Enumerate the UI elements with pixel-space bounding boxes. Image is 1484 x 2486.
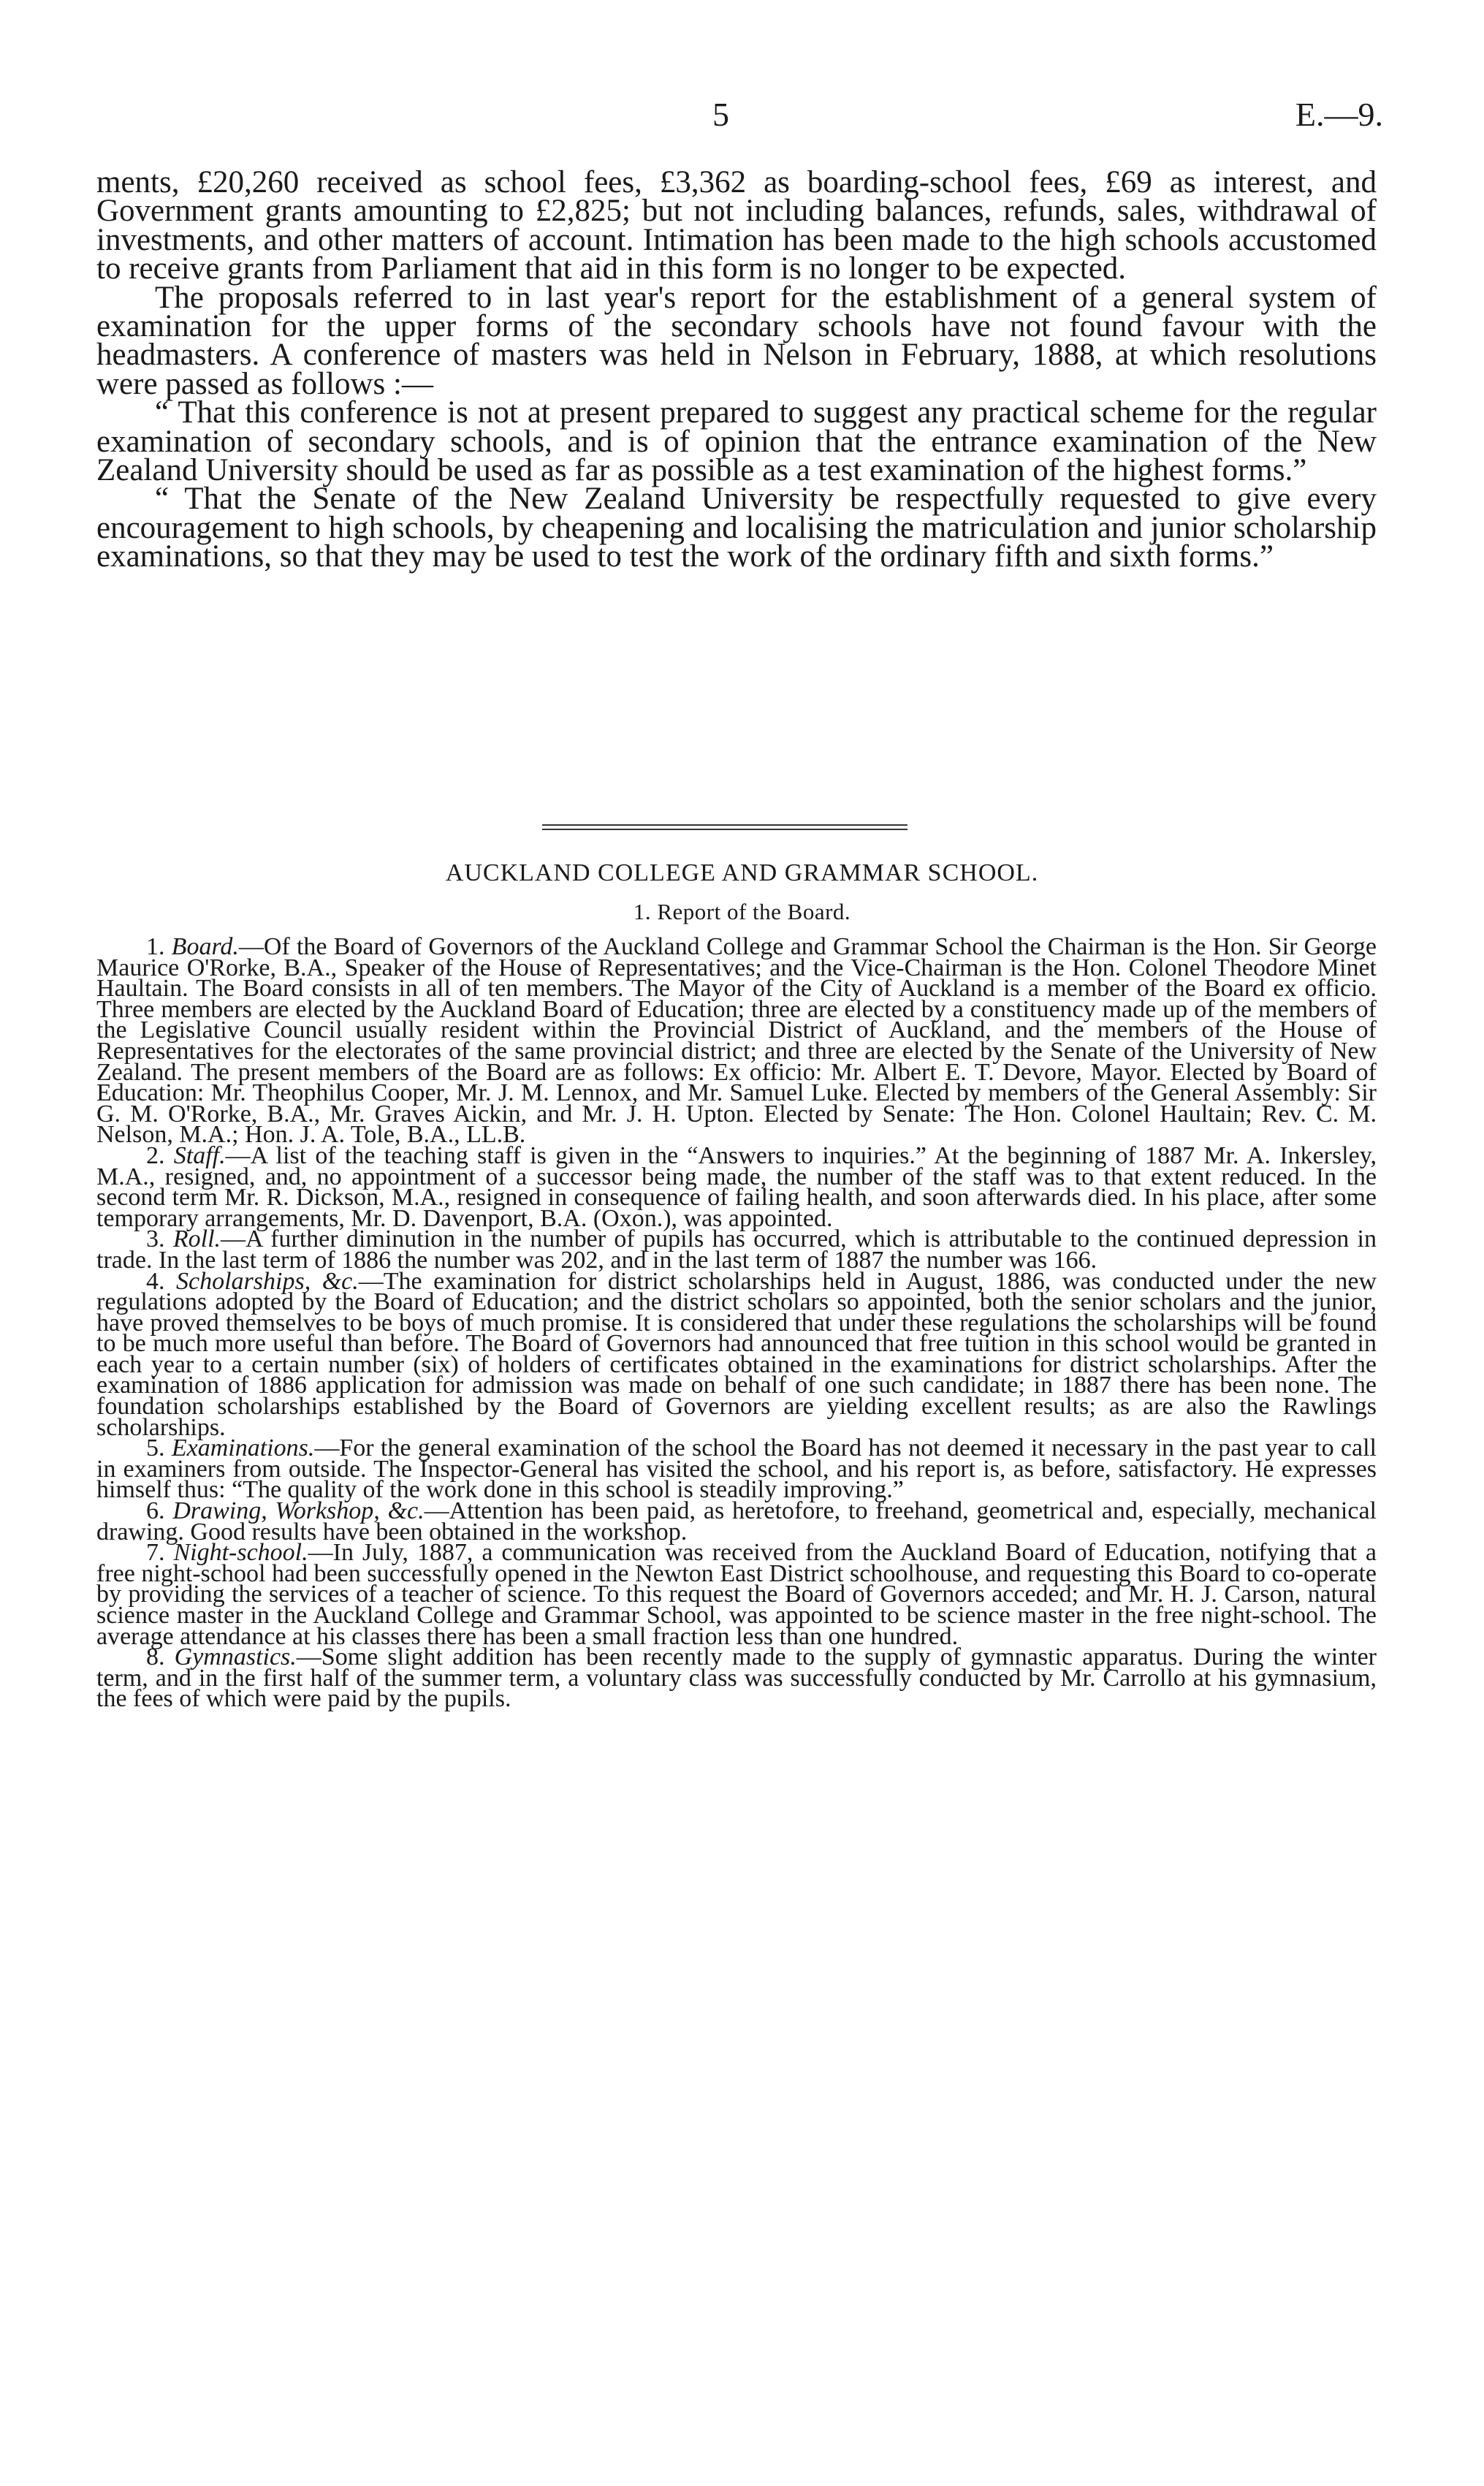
resolution-quote: “ That the Senate of the New Zealand University be respectfully requested to give every encouragement to high schools, by cheapening and localising the matriculation and junior scholarship examinations, so that they may be used to test the work of the ordinary fifth and sixth forms.” <box>96 482 1377 574</box>
item-text: —A further diminution in the number of pupils has occurred, which is attributable to the continued depression in trade. In the last term of 1886 the number was 202, and in the last term of 1887 the number was 166. <box>96 1225 1377 1274</box>
item-text: —A list of the teaching staff is given in the “Answers to inquiries.” At the beginning of 1887 Mr. A. Inkersley, M.A., resigned, and, no appointment of a successor being made, the number of the staff was to that extent reduced. In the second term Mr. R. Dickson, M.A., resigned in consequence of failing health, and soon afterwards died. In his place, after some temporary arrangements, Mr. D. Davenport, B.A. (Oxon.), was appointed. <box>96 1141 1377 1232</box>
intro-text <box>96 165 1377 574</box>
item-text: —Some slight addition has been recently made to the supply of gymnastic apparatus. During the winter term, and in the first half of the summer term, a voluntary class was successfully conducted by Mr. Carrollo at his gymnasium, the fees of which were paid by the pupils. <box>96 1643 1377 1713</box>
report-item <box>96 1267 1377 1441</box>
item-text: —Attention has been paid, as heretofore, to freehand, geometrical and, especially, mechanical drawing. Good results have been obtained in the workshop. <box>96 1497 1377 1546</box>
report-item <box>96 1434 1377 1504</box>
intro-paragraph: ments, £20,260 received as school fees, £3,362 as boarding-school fees, £69 as interest, and Government grants amounting to £2,825; but not including balances, refunds, sales, withdrawal of investments, and other matters of account. Intimation has been made to the high schools accustomed to receive grants from Parliament that aid in this form is no longer to be expected. <box>96 165 1377 286</box>
item-text: —Of the Board of Governors of the Auckland College and Grammar School the Chairman is the Hon. Sir George Maurice O'Rorke, B.A., Speaker of the House of Representatives; and the Vice-Chairman is the Hon. Colonel Theodore Minet Haultain. The Board consists in all of ten members. The Mayor of the City of Auckland is a member of the Board ex officio. Three members are elected by the Auckland Board of Education; three are elected by a constituency made up of the members of the Legislative Council usually resident within the Provincial District of Auckland, and the members of the House of Representatives for the electorates of the same provincial district; and three are elected by the Senate of the University of New Zealand. The present members of the Board are as follows: Ex officio: Mr. Albert E. T. Devore, Mayor. Elected by Board of Education: Mr. Theophilus Cooper, Mr. J. M. Lennox, and Mr. Samuel Luke. Elected by members of the General Assembly: Sir G. M. O'Rorke, B.A., Mr. Graves Aickin, and Mr. J. H. Upton. Elected by Senate: The Hon. Colonel Haultain; Rev. C. M. Nelson, M.A.; Hon. J. A. Tole, B.A., LL.B. <box>96 933 1377 1149</box>
item-heading: Drawing, Workshop, &c. <box>172 1497 425 1525</box>
board-report <box>96 933 1377 1713</box>
report-item <box>96 1225 1377 1274</box>
section-divider <box>542 829 907 830</box>
report-item <box>96 1539 1377 1650</box>
resolution-quote: “ That this conference is not at present prepared to suggest any practical scheme for the regular examination of secondary schools, and is of opinion that the entrance examination of the New Zealand University should be used as far as possible as a test examination of the highest forms.” <box>96 395 1377 488</box>
item-number: 7. <box>146 1539 165 1567</box>
item-heading: Night-school. <box>173 1539 308 1567</box>
item-number: 2. <box>146 1141 165 1169</box>
section-title: AUCKLAND COLLEGE AND GRAMMAR SCHOOL. <box>445 859 1039 886</box>
item-heading: Staff. <box>173 1141 226 1169</box>
item-number: 1. <box>146 933 165 960</box>
page-header <box>0 95 1484 146</box>
report-item <box>96 933 1377 1149</box>
item-text: —The examination for district scholarships held in August, 1886, was conducted under the new regulations adopted by the Board of Education; and the district scholars so appointed, both the senior scholars and the junior, have proved themselves to be boys of much promise. It is considered that under these regulations the scholarships will be found to be much more useful than before. The Board of Governors had announced that free tuition in this school would be granted in each year to a certain number (six) of holders of certificates obtained in the examinations for district scholarships. After the examination of 1886 application for admission was made on behalf of one such candidate; in 1887 there has been none. The foundation scholarships established by the Board of Governors are yielding excellent results; as are also the Rawlings scholarships. <box>96 1267 1377 1441</box>
intro-paragraph: The proposals referred to in last year's report for the establishment of a general system of examination for the upper forms of the secondary schools have not found favour with the headmasters. A conference of masters was held in Nelson in February, 1888, at which resolutions were passed as follows :— <box>96 280 1377 401</box>
item-text: —For the general examination of the school the Board has not deemed it necessary in the past year to call in examiners from outside. The Inspector-General has visited the school, and his report is, as before, satisfactory. He expresses himself thus: “The quality of the work done in this school is steadily improving.” <box>96 1434 1377 1504</box>
item-number: 8. <box>146 1643 165 1671</box>
section-subtitle: 1. Report of the Board. <box>633 899 851 924</box>
item-heading: Board. <box>171 933 239 960</box>
item-heading: Roll. <box>172 1225 221 1253</box>
item-heading: Gymnastics. <box>174 1643 297 1671</box>
report-item <box>96 1141 1377 1232</box>
document-reference: E.—9. <box>1295 96 1383 133</box>
item-number: 3. <box>146 1225 165 1253</box>
item-number: 4. <box>146 1267 165 1295</box>
report-item <box>96 1497 1377 1546</box>
page-number: 5 <box>712 96 729 133</box>
report-item <box>96 1643 1377 1713</box>
section-divider <box>542 824 907 826</box>
item-number: 6. <box>146 1497 165 1525</box>
item-heading: Examinations. <box>171 1434 315 1462</box>
item-number: 5. <box>146 1434 165 1462</box>
item-text: —In July, 1887, a communication was received from the Auckland Board of Education, notifying that a free night-school had been successfully opened in the Newton East District schoolhouse, and requesting this Board to co-operate by providing the services of a teacher of science. To this request the Board of Governors acceded; and Mr. H. J. Carson, natural science master in the Auckland College and Grammar School, was appointed to be science master in the free night-school. The average attendance at his classes there has been a small fraction less than one hundred. <box>96 1539 1377 1650</box>
item-heading: Scholarships, &c. <box>176 1267 359 1295</box>
